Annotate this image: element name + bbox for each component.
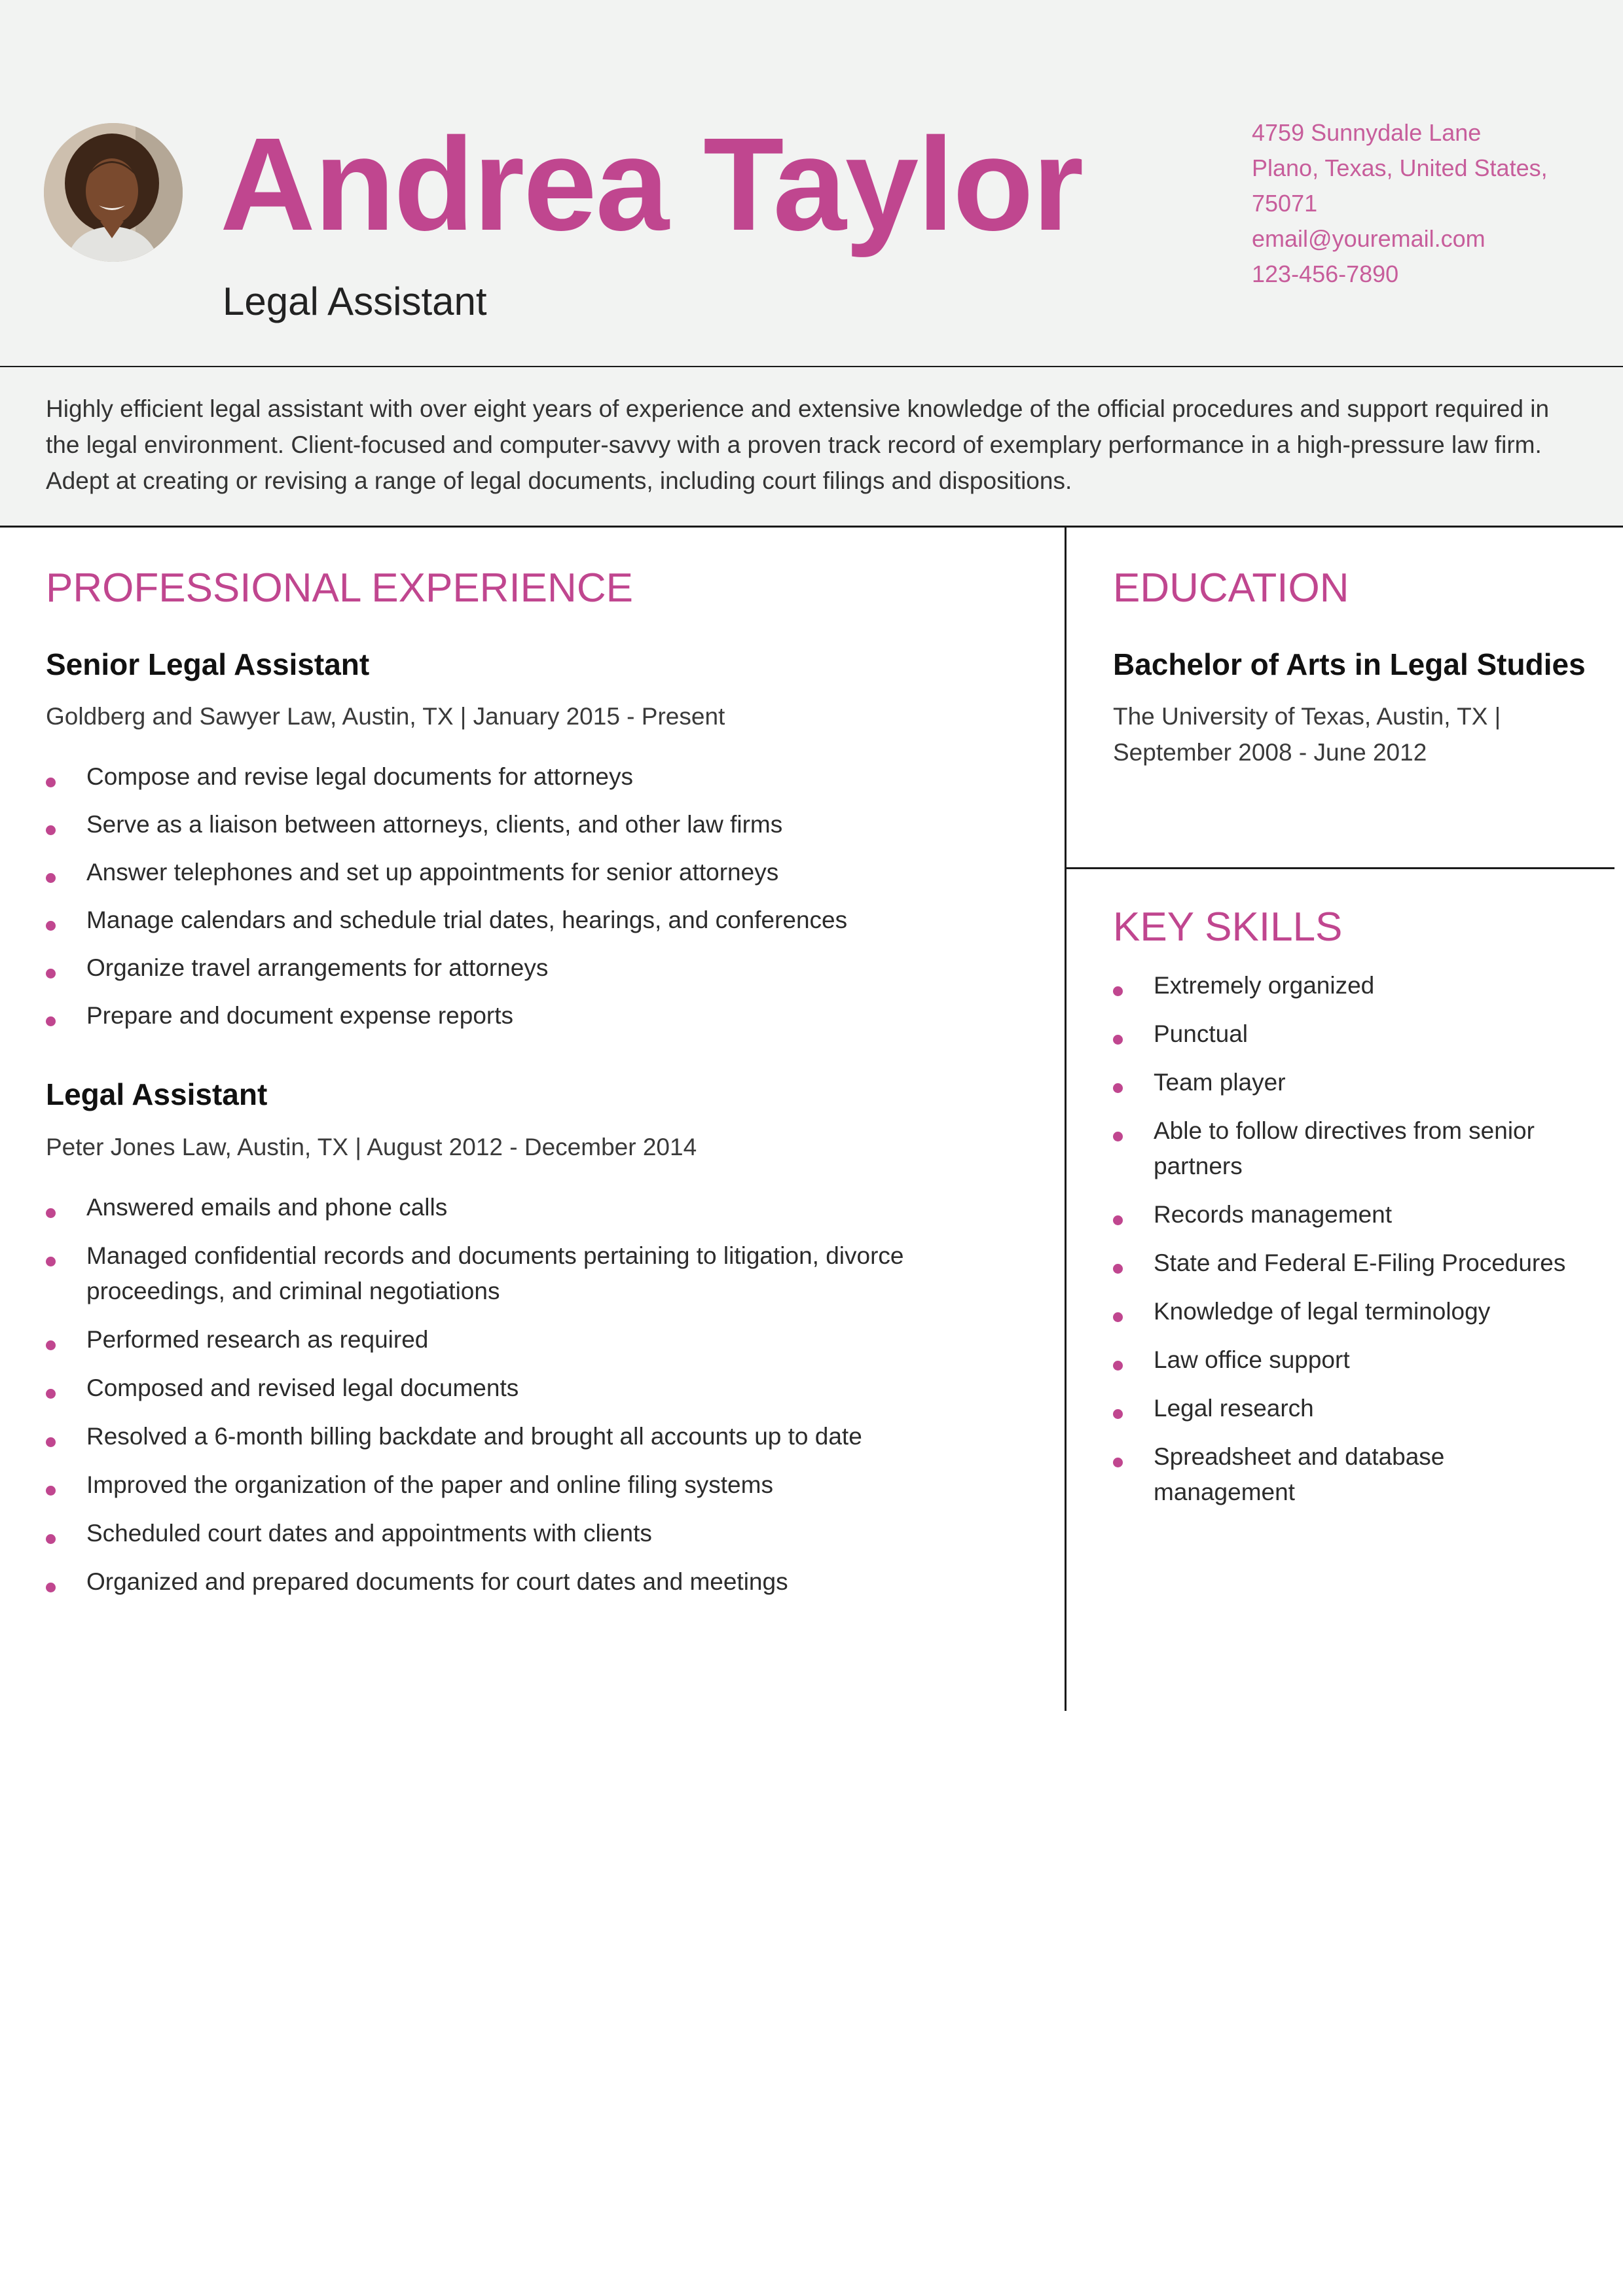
skills-heading: KEY SKILLS bbox=[1113, 905, 1343, 950]
school-line-1: The University of Texas, Austin, TX | bbox=[1113, 703, 1501, 730]
experience-heading: PROFESSIONAL EXPERIENCE bbox=[46, 565, 633, 611]
list-item: State and Federal E-Filing Procedures bbox=[1113, 1246, 1584, 1281]
job-bullet-list bbox=[46, 1190, 1028, 1600]
job-title: Legal Assistant bbox=[46, 1077, 268, 1111]
column-divider bbox=[1065, 528, 1067, 1711]
address-line-3: 75071 bbox=[1252, 190, 1318, 217]
list-item: Knowledge of legal terminology bbox=[1113, 1294, 1584, 1329]
list-item: Punctual bbox=[1113, 1016, 1584, 1052]
list-item: Records management bbox=[1113, 1197, 1584, 1232]
school-dates: September 2008 - June 2012 bbox=[1113, 739, 1427, 766]
list-item: Scheduled court dates and appointments with clients bbox=[46, 1516, 1028, 1551]
education-skills-divider bbox=[1066, 867, 1614, 869]
address-line-1: 4759 Sunnydale Lane bbox=[1252, 119, 1482, 146]
list-item: Performed research as required bbox=[46, 1322, 1028, 1357]
professional-summary: Highly efficient legal assistant with over eight years of experience and extensive knowledge of the official procedures and support required in the legal environment. Client-focused and computer-savvy with a proven track record of exemplary performance in a high-pressure law firm. Adept at creating or revising a range of legal documents, including court filings and dispositions. bbox=[46, 395, 1550, 494]
list-item: Composed and revised legal documents bbox=[46, 1371, 1028, 1406]
skills-list bbox=[1113, 968, 1584, 1510]
email-address: email@youremail.com bbox=[1252, 225, 1486, 252]
job-bullet-list bbox=[46, 759, 1028, 1033]
list-item: Improved the organization of the paper and online filing systems bbox=[46, 1467, 1028, 1503]
list-item: Legal research bbox=[1113, 1391, 1584, 1426]
list-item: Prepare and document expense reports bbox=[46, 998, 1028, 1033]
job-meta: Goldberg and Sawyer Law, Austin, TX | January 2015 - Present bbox=[46, 703, 725, 730]
list-item: Serve as a liaison between attorneys, clients, and other law firms bbox=[46, 807, 1028, 842]
list-item: Resolved a 6-month billing backdate and brought all accounts up to date bbox=[46, 1419, 1028, 1454]
list-item: Organize travel arrangements for attorneys bbox=[46, 950, 1028, 986]
job-meta: Peter Jones Law, Austin, TX | August 2012 - December 2014 bbox=[46, 1134, 697, 1160]
degree-title: Bachelor of Arts in Legal Studies bbox=[1113, 647, 1586, 681]
list-item: Compose and revise legal documents for attorneys bbox=[46, 759, 1028, 795]
candidate-name: Andrea Taylor bbox=[220, 110, 1083, 258]
list-item: Manage calendars and schedule trial dates, hearings, and conferences bbox=[46, 903, 1028, 938]
profile-photo bbox=[44, 123, 183, 262]
job-title: Senior Legal Assistant bbox=[46, 647, 370, 681]
contact-block bbox=[1252, 115, 1592, 292]
list-item: Spreadsheet and database management bbox=[1113, 1439, 1584, 1510]
list-item: Extremely organized bbox=[1113, 968, 1584, 1003]
summary-divider bbox=[0, 526, 1623, 528]
list-item: Answered emails and phone calls bbox=[46, 1190, 1028, 1225]
list-item: Law office support bbox=[1113, 1342, 1584, 1378]
address-line-2: Plano, Texas, United States, bbox=[1252, 154, 1548, 181]
list-item: Team player bbox=[1113, 1065, 1584, 1100]
school-info bbox=[1113, 698, 1584, 770]
phone-number: 123-456-7890 bbox=[1252, 260, 1399, 287]
list-item: Answer telephones and set up appointments for senior attorneys bbox=[46, 855, 1028, 890]
list-item: Organized and prepared documents for court dates and meetings bbox=[46, 1564, 1028, 1600]
list-item: Able to follow directives from senior partners bbox=[1113, 1113, 1584, 1184]
education-heading: EDUCATION bbox=[1113, 565, 1349, 611]
list-item: Managed confidential records and documents pertaining to litigation, divorce proceedings, and criminal negotiations bbox=[46, 1238, 1028, 1309]
candidate-role: Legal Assistant bbox=[223, 279, 487, 323]
